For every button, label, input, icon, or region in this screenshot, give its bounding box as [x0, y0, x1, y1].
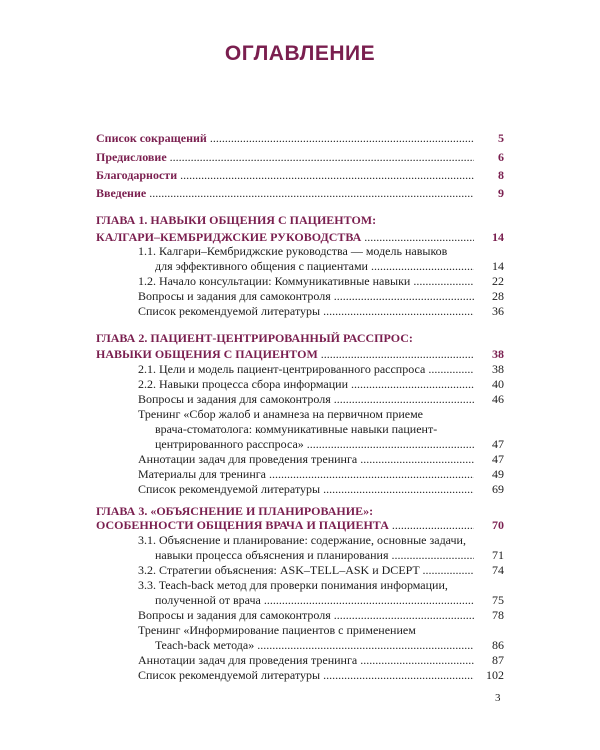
toc-entry-title: 2.1. Цели и модель пациент-центрированного расспроса .....	[138, 361, 474, 377]
toc-entry[interactable]	[138, 391, 504, 407]
toc-entry-title: Список рекомендуемой литературы .....	[138, 667, 474, 683]
toc-entry[interactable]	[138, 622, 504, 638]
toc-entry-title: центрированного расспроса» .....	[155, 436, 474, 452]
toc-entry[interactable]	[138, 532, 504, 548]
toc-entry-title: Тренинг «Сбор жалоб и анамнеза на первичном приеме	[138, 407, 424, 421]
toc-entry-page: 6	[474, 149, 504, 165]
toc-entry-title: Тренинг «Информирование пациентов с применением	[138, 623, 416, 637]
toc-entry[interactable]	[155, 637, 504, 653]
toc-entry-title: 3.2. Стратегии объяснения: ASK–TELL–ASK и DCEPT .....	[138, 562, 474, 578]
toc-entry-page: 38	[474, 346, 504, 362]
toc-entry-title: навыки процесса объяснения и планирования .....	[155, 547, 474, 563]
toc-entry-title: Вопросы и задания для самоконтроля .....	[138, 607, 474, 623]
toc-entry-title: врача-стоматолога: коммуникативные навыки пациент-	[155, 422, 438, 436]
toc-entry-title: Вопросы и задания для самоконтроля .....	[138, 288, 474, 304]
toc-entry[interactable]	[138, 667, 504, 683]
toc-entry[interactable]	[155, 258, 504, 274]
toc-entry-title: Аннотации задач для проведения тренинга .....	[138, 652, 474, 668]
chapter-2-title-line1: ГЛАВА 2. ПАЦИЕНТ-ЦЕНТРИРОВАННЫЙ РАССПРОС:	[96, 331, 413, 345]
toc-entry-title: 1.2. Начало консультации: Коммуникативные навыки .....	[138, 273, 474, 289]
toc-entry[interactable]	[138, 273, 504, 289]
toc-entry-title: Введение .....	[96, 185, 474, 201]
toc-entry[interactable]	[155, 547, 504, 563]
toc-entry[interactable]	[138, 466, 504, 482]
toc-entry-title: 2.2. Навыки процесса сбора информации .....	[138, 376, 474, 392]
toc-entry-page: 8	[474, 167, 504, 183]
toc-entry[interactable]	[138, 652, 504, 668]
toc-entry-title: полученной от врача .....	[155, 592, 474, 608]
toc-entry-title: 3.1. Объяснение и планирование: содержание, основные задачи,	[138, 533, 466, 547]
toc-entry-abbreviations[interactable]	[96, 130, 504, 146]
toc-entry-page: 78	[474, 607, 504, 623]
toc-entry-page: 74	[474, 562, 504, 578]
chapter-1-title-line2: КАЛГАРИ–КЕМБРИДЖСКИЕ РУКОВОДСТВА .....	[96, 229, 474, 245]
toc-entry[interactable]	[138, 607, 504, 623]
chapter-3-title-line2: ОСОБЕННОСТИ ОБЩЕНИЯ ВРАЧА И ПАЦИЕНТА .....	[96, 517, 474, 533]
toc-entry-title: Вопросы и задания для самоконтроля .....	[138, 391, 474, 407]
toc-entry[interactable]	[155, 421, 504, 437]
toc-entry-preface[interactable]	[96, 149, 504, 165]
toc-entry-page: 40	[474, 376, 504, 392]
chapter-2-heading-line2[interactable]	[96, 346, 504, 362]
toc-entry[interactable]	[138, 577, 504, 593]
toc-entry-page: 47	[474, 451, 504, 467]
toc-entry-title: Материалы для тренинга .....	[138, 466, 474, 482]
toc-entry-title: Список рекомендуемой литературы .....	[138, 481, 474, 497]
toc-entry-title: Аннотации задач для проведения тренинга .....	[138, 451, 474, 467]
toc-entry-page: 86	[474, 637, 504, 653]
toc-entry-page: 38	[474, 361, 504, 377]
toc-entry[interactable]	[155, 592, 504, 608]
toc-entry-page: 46	[474, 391, 504, 407]
toc-entry-page: 36	[474, 303, 504, 319]
chapter-3-title-line1: ГЛАВА 3. «ОБЪЯСНЕНИЕ И ПЛАНИРОВАНИЕ»:	[96, 504, 374, 518]
chapter-2-title-line2: НАВЫКИ ОБЩЕНИЯ С ПАЦИЕНТОМ .....	[96, 346, 474, 362]
toc-entry-title: для эффективного общения с пациентами .....	[155, 258, 474, 274]
toc-entry[interactable]	[138, 243, 504, 259]
toc-entry-page: 9	[474, 185, 504, 201]
toc-entry-page: 75	[474, 592, 504, 608]
toc-entry-title: Благодарности .....	[96, 167, 474, 183]
chapter-2-heading[interactable]	[96, 330, 504, 346]
toc-entry[interactable]	[138, 288, 504, 304]
toc-entry[interactable]	[138, 361, 504, 377]
toc-entry-acknowledgements[interactable]	[96, 167, 504, 183]
page-title: ОГЛАВЛЕНИЕ	[224, 42, 376, 65]
toc-entry[interactable]	[138, 406, 504, 422]
toc-entry-title: Предисловие .....	[96, 149, 474, 165]
toc-entry-page: 22	[474, 273, 504, 289]
toc-entry-page: 28	[474, 288, 504, 304]
toc-entry-title: Список рекомендуемой литературы .....	[138, 303, 474, 319]
toc-entry-title: Список сокращений .....	[96, 130, 474, 146]
toc-entry[interactable]	[155, 436, 504, 452]
toc-entry-page: 49	[474, 466, 504, 482]
toc-entry[interactable]	[138, 451, 504, 467]
toc-entry-page: 47	[474, 436, 504, 452]
toc-entry-page: 102	[474, 667, 504, 683]
page-number: 3	[495, 692, 501, 704]
toc-entry-title: 3.3. Teach-back метод для проверки понимания информации,	[138, 578, 448, 592]
toc-entry-page: 70	[474, 517, 504, 533]
chapter-3-heading-line2[interactable]	[96, 517, 504, 533]
toc-entry-page: 5	[474, 130, 504, 146]
toc-entry[interactable]	[138, 562, 504, 578]
toc-entry-page: 69	[474, 481, 504, 497]
toc-entry-page: 87	[474, 652, 504, 668]
toc-entry-page: 14	[474, 258, 504, 274]
toc-entry[interactable]	[138, 481, 504, 497]
toc-entry-title: 1.1. Калгари–Кембриджские руководства — модель навыков	[138, 244, 448, 258]
toc-entry[interactable]	[138, 303, 504, 319]
chapter-1-heading[interactable]	[96, 212, 504, 228]
chapter-1-title-line1: ГЛАВА 1. НАВЫКИ ОБЩЕНИЯ С ПАЦИЕНТОМ:	[96, 213, 377, 227]
toc-entry-page: 14	[474, 229, 504, 245]
toc-entry-introduction[interactable]	[96, 185, 504, 201]
toc-entry[interactable]	[138, 376, 504, 392]
toc-entry-page: 71	[474, 547, 504, 563]
toc-entry-title: Teach-back метода» .....	[155, 637, 474, 653]
